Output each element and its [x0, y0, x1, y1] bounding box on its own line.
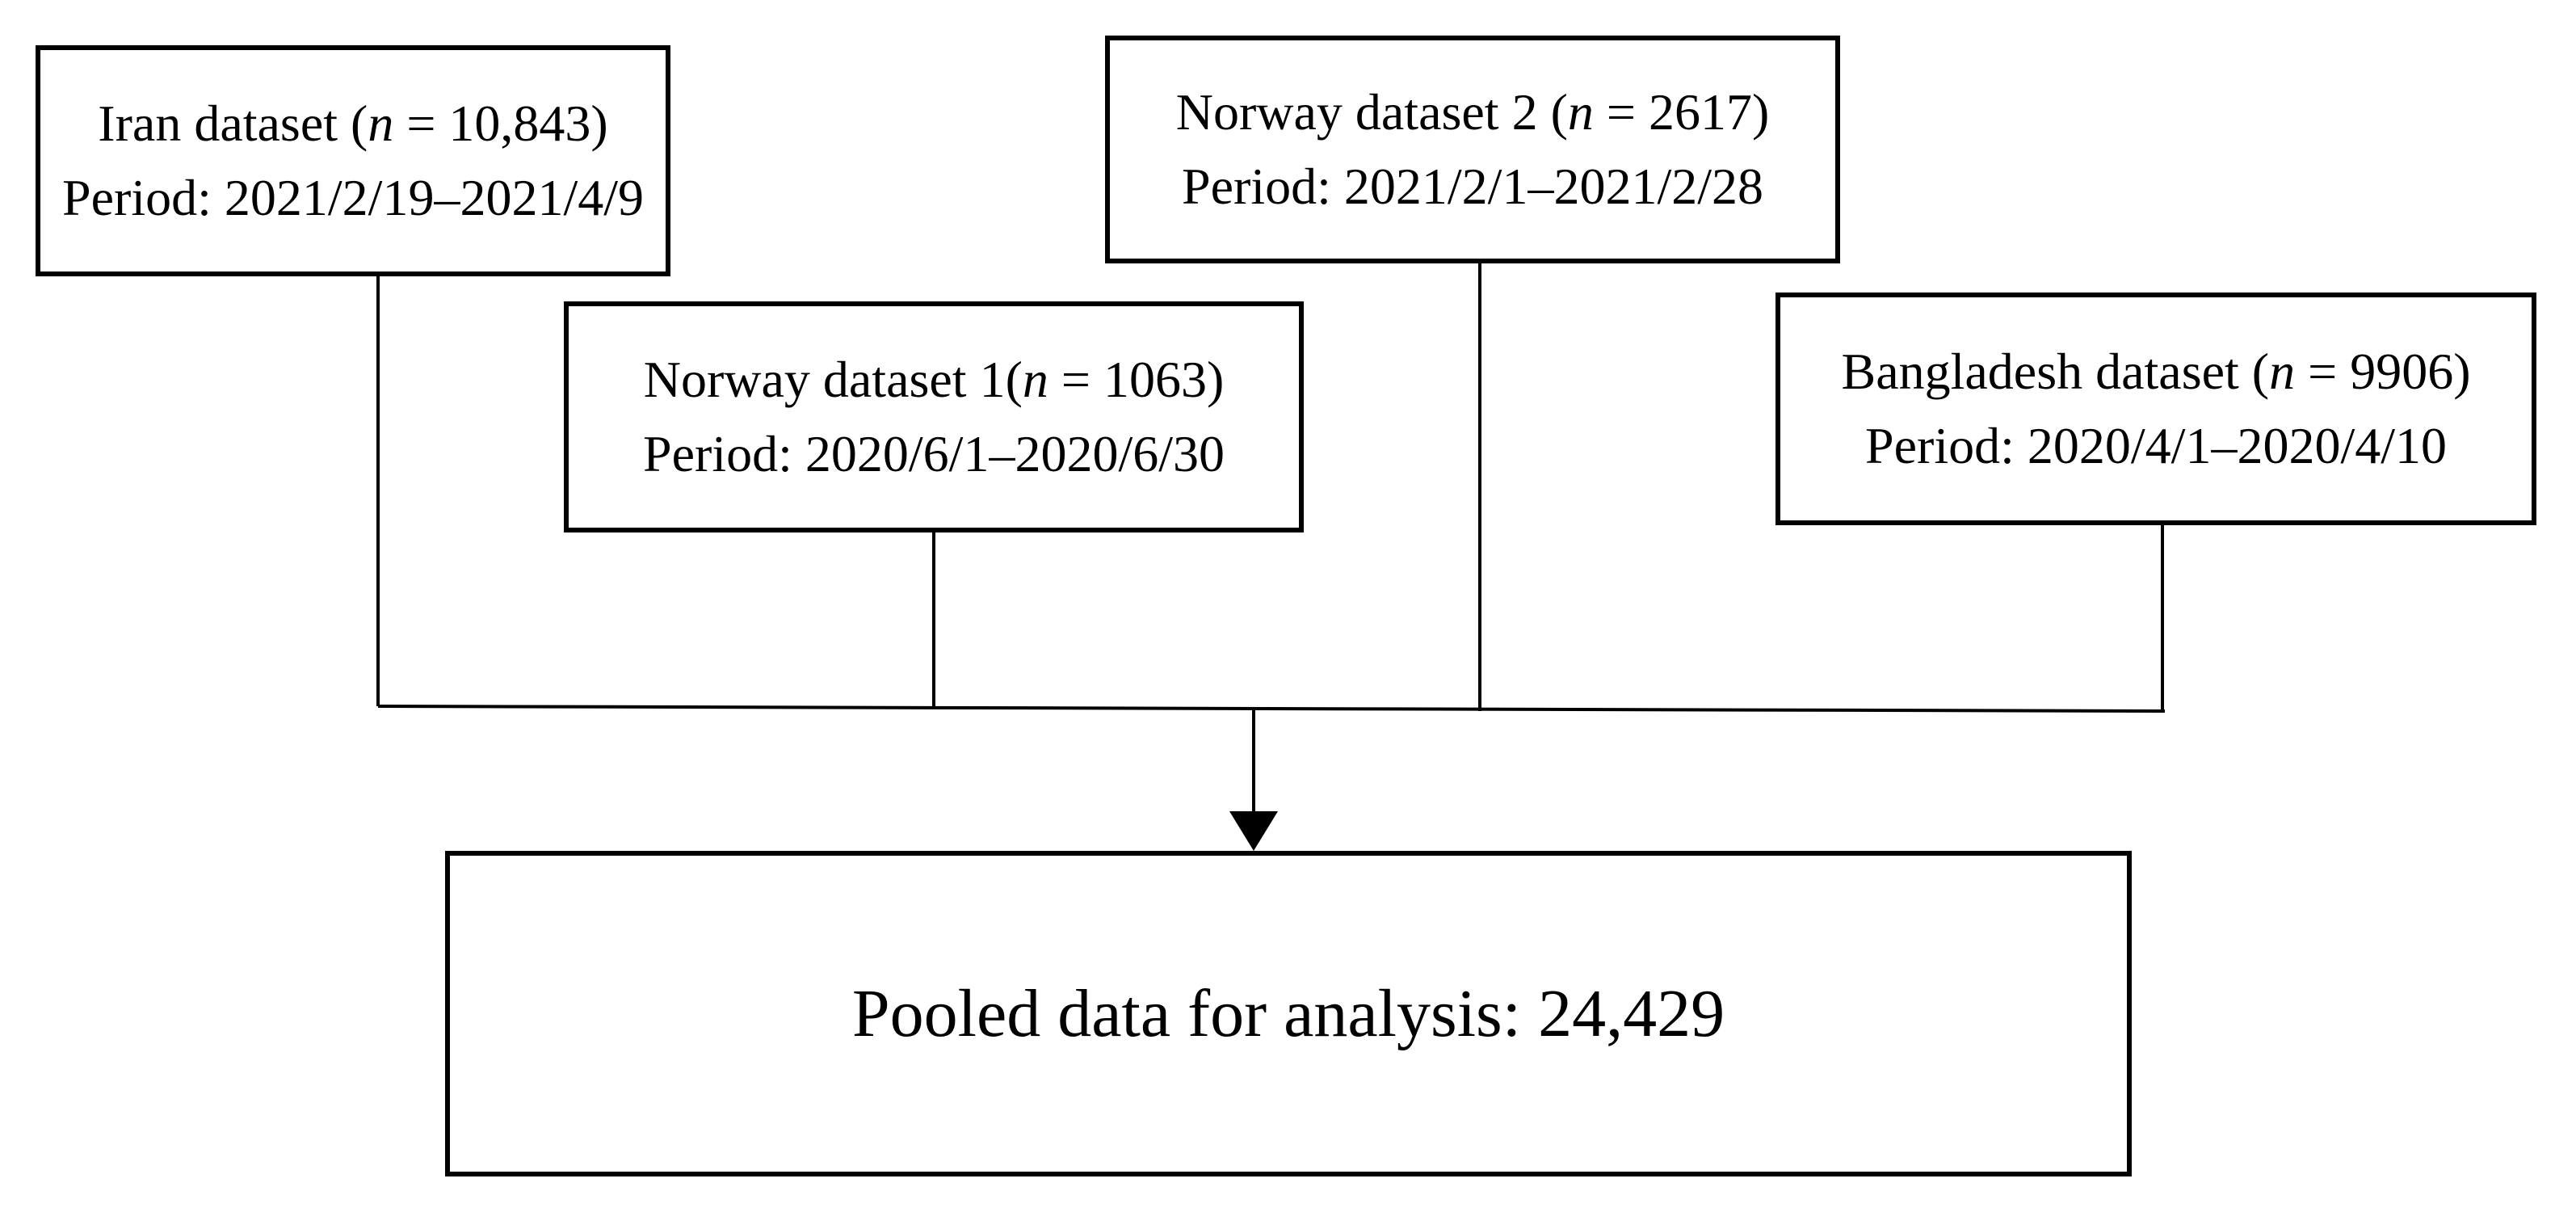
dataset-title: Norway dataset 1(n = 1063) [643, 351, 1225, 408]
dataset-period: Period: 2020/4/1–2020/4/10 [1865, 417, 2447, 474]
dataset-title: Bangladesh dataset (n = 9906) [1841, 343, 2471, 400]
arrowhead [1229, 811, 1278, 851]
dataset-period: Period: 2021/2/1–2021/2/28 [1182, 158, 1763, 215]
dataset-period: Period: 2020/6/1–2020/6/30 [643, 425, 1225, 482]
bangladesh-dataset-box [1775, 293, 2536, 525]
iran-dataset-box [36, 45, 670, 276]
pooled-data-box [445, 851, 2132, 1176]
norway-dataset-1-box [564, 301, 1304, 532]
pooled-label: Pooled data for analysis: 24,429 [851, 975, 1725, 1051]
dataset-title: Iran dataset (n = 10,843) [98, 95, 608, 152]
dataset-period: Period: 2021/2/19–2021/4/9 [62, 169, 644, 226]
norway-dataset-2-box [1105, 36, 1840, 263]
dataset-title: Norway dataset 2 (n = 2617) [1175, 83, 1770, 141]
merge-line [378, 706, 2165, 711]
